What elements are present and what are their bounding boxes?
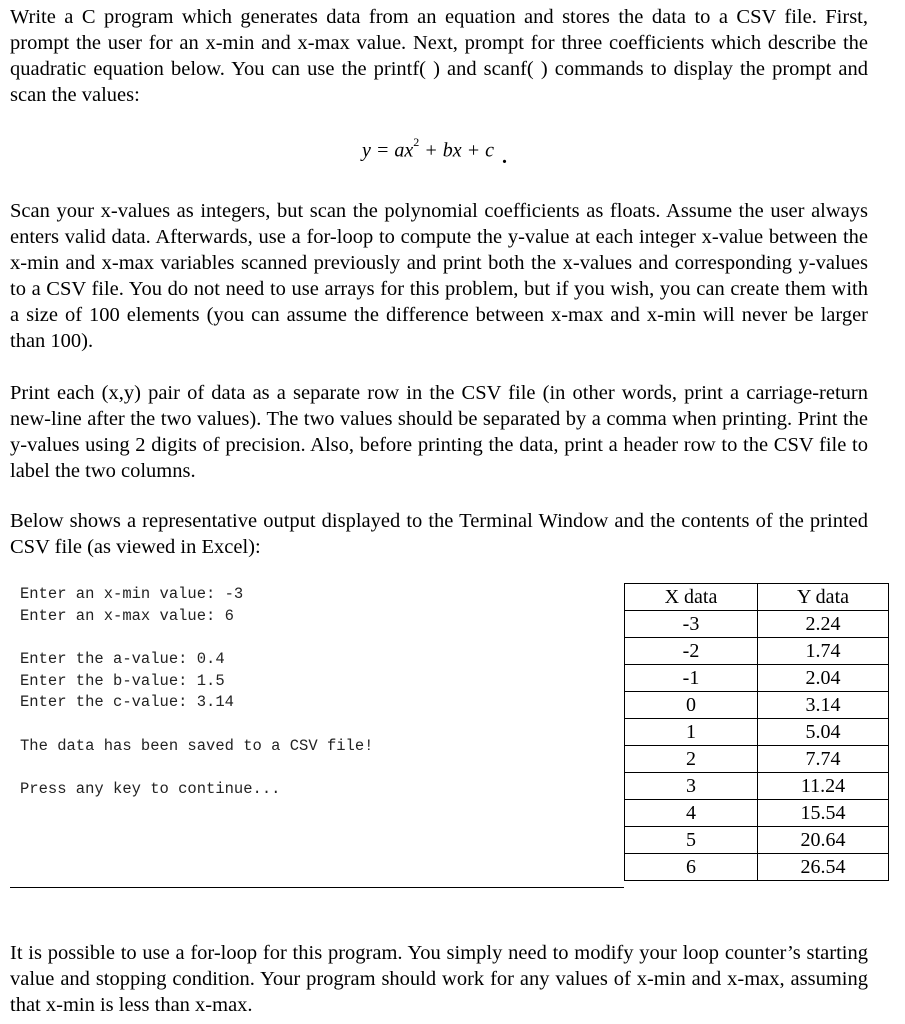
x-value-cell: 4 bbox=[625, 800, 758, 827]
y-value-cell: 7.74 bbox=[758, 746, 889, 773]
closing-paragraph: It is possible to use a for-loop for this program. You simply need to modify your loop counter’s starting value and stopping condition. Your program should work for any values of x-min and x-max, assuming that x-min is less than x-max. bbox=[10, 942, 868, 1016]
terminal-line bbox=[20, 714, 580, 736]
header-x-data: X data bbox=[625, 584, 758, 611]
print-instructions-paragraph: Print each (x,y) pair of data as a separate row in the CSV file (in other words, print a carriage-return new-line after the two values). The two values should be separated by a comma when printing. Print the y-values using 2 digits of precision. Also, before printing the data, print a header row to the CSV file to label the two columns. bbox=[10, 382, 868, 482]
y-value-cell: 5.04 bbox=[758, 719, 889, 746]
table-row bbox=[625, 665, 889, 692]
y-value-cell: 26.54 bbox=[758, 854, 889, 881]
y-value-cell: 2.04 bbox=[758, 665, 889, 692]
table-row bbox=[625, 746, 889, 773]
terminal-line: Enter an x-min value: -3 bbox=[20, 585, 244, 603]
x-value-cell: -2 bbox=[625, 638, 758, 665]
terminal-line: Enter an x-max value: 6 bbox=[20, 606, 234, 625]
table-row bbox=[625, 827, 889, 854]
terminal-line: Enter the b-value: 1.5 bbox=[20, 671, 225, 690]
y-value-cell: 15.54 bbox=[758, 800, 889, 827]
x-value-cell: 3 bbox=[625, 773, 758, 800]
terminal-line: The data has been saved to a CSV file! bbox=[20, 736, 374, 755]
equation-lhs: y = ax bbox=[362, 139, 414, 162]
terminal-line: Press any key to continue... bbox=[20, 780, 281, 799]
table-row bbox=[625, 638, 889, 665]
y-value-cell: 11.24 bbox=[758, 773, 889, 800]
table-row bbox=[625, 800, 889, 827]
x-value-cell: 1 bbox=[625, 719, 758, 746]
quadratic-equation bbox=[362, 135, 507, 168]
terminal-output bbox=[20, 584, 580, 801]
x-value-cell: 0 bbox=[625, 692, 758, 719]
header-y-data: Y data bbox=[758, 584, 889, 611]
divider-line bbox=[10, 887, 624, 888]
y-value-cell: 1.74 bbox=[758, 638, 889, 665]
equation-period: . bbox=[502, 145, 507, 168]
y-value-cell: 20.64 bbox=[758, 827, 889, 854]
intro-paragraph: Write a C program which generates data from an equation and stores the data to a CSV file. First, prompt the user for an x-min and x-max value. Next, prompt for three coefficients which describe the quadratic equation below. You can use the printf( ) and scanf( ) commands to display the prompt and scan the values: bbox=[10, 6, 868, 106]
x-value-cell: -1 bbox=[625, 665, 758, 692]
table-row bbox=[625, 773, 889, 800]
equation-exponent: 2 bbox=[413, 135, 420, 149]
y-value-cell: 2.24 bbox=[758, 611, 889, 638]
table-row bbox=[625, 692, 889, 719]
x-value-cell: 5 bbox=[625, 827, 758, 854]
terminal-line: Enter the a-value: 0.4 bbox=[20, 650, 225, 669]
output-description-paragraph: Below shows a representative output displayed to the Terminal Window and the contents of the printed CSV file (as viewed in Excel): bbox=[10, 510, 868, 558]
y-value-cell: 3.14 bbox=[758, 692, 889, 719]
terminal-line: Enter the c-value: 3.14 bbox=[20, 693, 234, 712]
terminal-line bbox=[20, 627, 580, 649]
scan-instructions-paragraph: Scan your x-values as integers, but scan the polynomial coefficients as floats. Assume the user always enters valid data. Afterwards, use a for-loop to compute the y-value at each integer x-value between the x-min and x-max variables scanned previously and print both the x-values and corresponding y-values to a CSV file. You do not need to use arrays for this problem, but if you wish, you can create them with a size of 100 elements (you can assume the difference between x-max and x-min will never be larger than 100). bbox=[10, 200, 868, 352]
x-value-cell: 2 bbox=[625, 746, 758, 773]
table-row bbox=[625, 719, 889, 746]
equation-rhs: + bx + c bbox=[419, 139, 494, 162]
x-value-cell: -3 bbox=[625, 611, 758, 638]
x-value-cell: 6 bbox=[625, 854, 758, 881]
table-row bbox=[625, 854, 889, 881]
table-row bbox=[625, 611, 889, 638]
csv-data-table bbox=[624, 583, 889, 881]
terminal-line bbox=[20, 758, 580, 780]
table-header-row bbox=[625, 584, 889, 611]
